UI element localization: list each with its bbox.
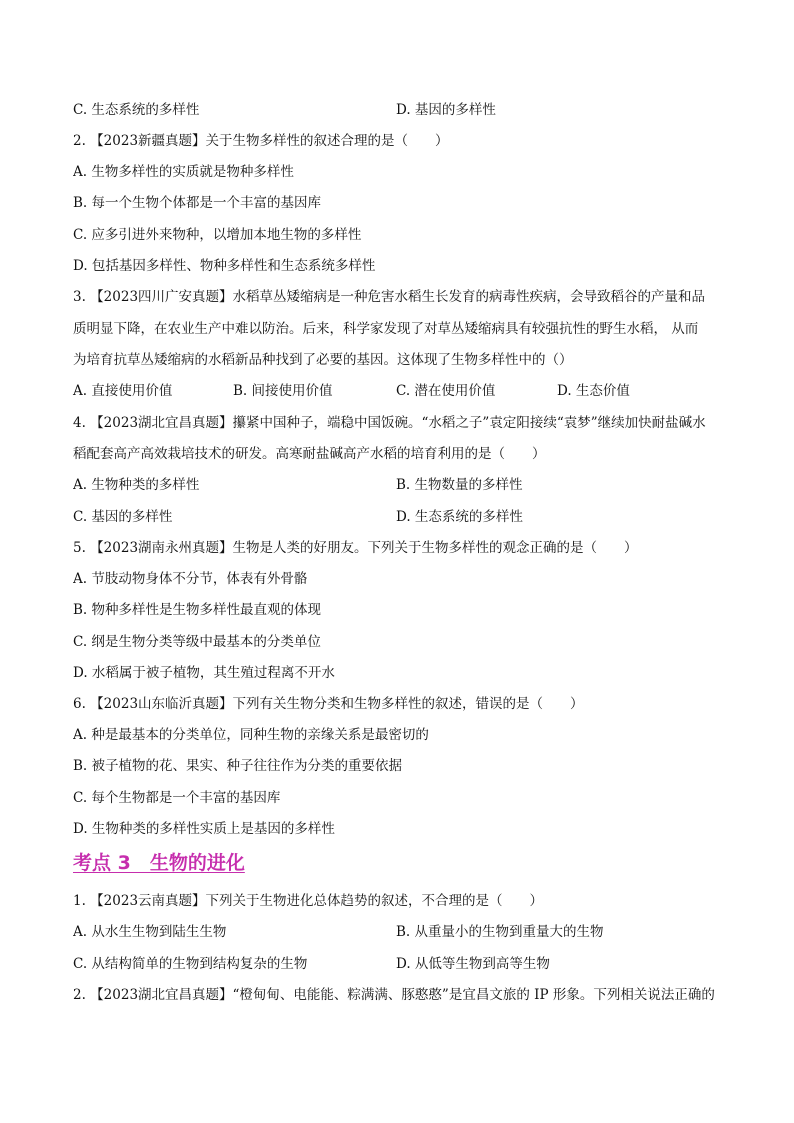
q1-option-c: C. 生态系统的多样性 (73, 102, 200, 118)
q2-option-c: C. 应多引进外来物种，以增加本地生物的多样性 (73, 227, 362, 243)
q4-stem-line2: 稻配套高产高效栽培技术的研发。高寒耐盐碱高产水稻的培育利用的是（ ） (73, 446, 546, 462)
q4-option-b: B. 生物数量的多样性 (396, 477, 523, 493)
e1-option-c: C. 从结构简单的生物到结构复杂的生物 (73, 956, 308, 972)
q2-option-a: A. 生物多样性的实质就是物种多样性 (73, 164, 294, 180)
q4-option-d: D. 生态系统的多样性 (396, 509, 523, 525)
q6-stem: 6. 【2023山东临沂真题】下列有关生物分类和生物多样性的叙述，错误的是（ ） (73, 696, 584, 712)
q3-option-d: D. 生态价值 (557, 383, 630, 399)
q6-option-a: A. 种是最基本的分类单位，同种生物的亲缘关系是最密切的 (73, 727, 429, 743)
q6-option-c: C. 每个生物都是一个丰富的基因库 (73, 790, 281, 806)
e1-option-b: B. 从重量小的生物到重量大的生物 (396, 924, 604, 940)
q2-stem: 2. 【2023新疆真题】关于生物多样性的叙述合理的是（ ） (73, 133, 449, 149)
q3-stem-line1: 3. 【2023四川广安真题】水稻草丛矮缩病是一种危害水稻生长发育的病毒性疾病，会导致稻谷的产量和品 (73, 289, 706, 305)
q6-option-b: B. 被子植物的花、果实、种子往往作为分类的重要依据 (73, 758, 403, 774)
e1-stem: 1. 【2023云南真题】下列关于生物进化总体趋势的叙述，不合理的是（ ） (73, 893, 544, 909)
q5-option-b: B. 物种多样性是生物多样性最直观的体现 (73, 602, 322, 618)
q5-option-a: A. 节肢动物身体不分节，体表有外骨骼 (73, 571, 308, 587)
section-heading: 考点 3 生物的进化 (73, 852, 245, 874)
q3-option-b: B. 间接使用价值 (233, 383, 333, 399)
e2-stem: 2. 【2023湖北宜昌真题】“橙甸甸、电能能、粽满满、豚憨憨”是宜昌文旅的 IP 形象。下列相关说法正确的 (73, 987, 715, 1003)
q1-option-d: D. 基因的多样性 (396, 102, 496, 118)
q3-option-c: C. 潜在使用价值 (396, 383, 496, 399)
q2-option-b: B. 每一个生物个体都是一个丰富的基因库 (73, 195, 322, 211)
e1-option-d: D. 从低等生物到高等生物 (396, 956, 550, 972)
q6-option-d: D. 生物种类的多样性实质上是基因的多样性 (73, 821, 335, 837)
q5-option-d: D. 水稻属于被子植物，其生殖过程离不开水 (73, 665, 335, 681)
q4-option-c: C. 基因的多样性 (73, 509, 173, 525)
q3-stem-line3: 为培育抗草丛矮缩病的水稻新品种找到了必要的基因。这体现了生物多样性中的（） (73, 352, 573, 368)
q3-option-a: A. 直接使用价值 (73, 383, 173, 399)
q4-stem-line1: 4. 【2023湖北宜昌真题】攥紧中国种子，端稳中国饭碗。“水稻之子”袁定阳接续“袁梦”继续加快耐盐碱水 (73, 415, 706, 431)
q2-option-d: D. 包括基因多样性、物种多样性和生态系统多样性 (73, 258, 376, 274)
q5-stem: 5. 【2023湖南永州真题】生物是人类的好朋友。下列关于生物多样性的观念正确的是（ ） (73, 540, 638, 556)
q3-stem-line2: 质明显下降，在农业生产中难以防治。后来，科学家发现了对草丛矮缩病具有较强抗性的野生水稻， 从而 (73, 321, 699, 337)
q5-option-c: C. 纲是生物分类等级中最基本的分类单位 (73, 634, 321, 650)
q4-option-a: A. 生物种类的多样性 (73, 477, 200, 493)
e1-option-a: A. 从水生生物到陆生生物 (73, 924, 227, 940)
